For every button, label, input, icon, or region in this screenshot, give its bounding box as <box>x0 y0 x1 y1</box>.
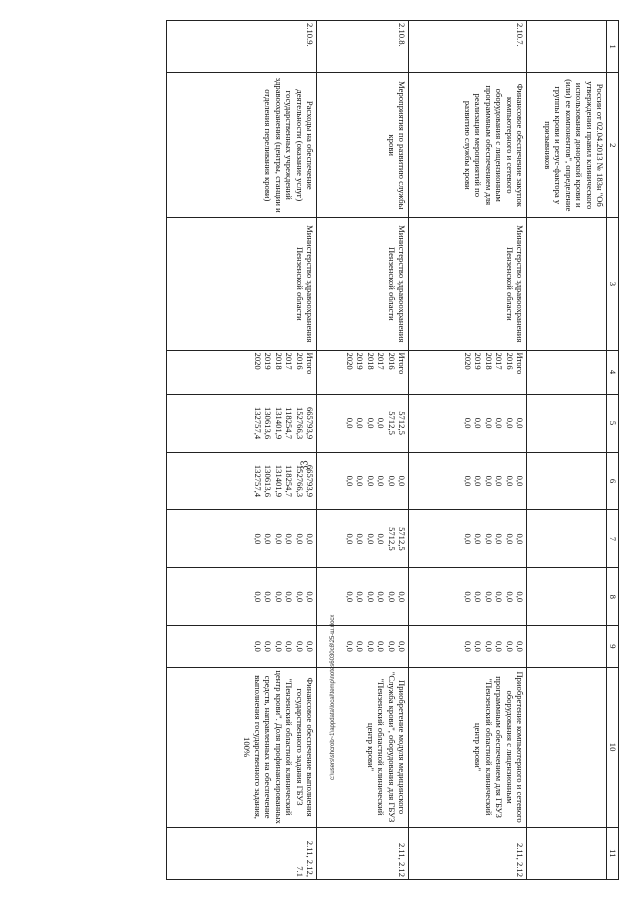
col-header: 4 <box>607 350 619 394</box>
table-row <box>409 21 527 880</box>
values-col7: 0,0 0,0 0,0 0,0 0,0 0,0 <box>409 510 527 568</box>
program-table <box>166 20 619 880</box>
col-header: 1 <box>607 21 619 73</box>
col-header: 10 <box>607 667 619 827</box>
years-cell: Итого 2016 2017 2018 2019 2020 <box>409 350 527 394</box>
indicator-links: 2.11, 2.12 <box>409 827 527 879</box>
row-number: 2.10.8. <box>317 21 409 73</box>
file-path-footer: c:\users\shcrob~1\appdata\local\temp\notes6030c8\25-ш.docx <box>330 614 336 780</box>
values-col5: 0,0 0,0 0,0 0,0 0,0 0,0 <box>409 394 527 452</box>
values-col6: 0,0 0,0 0,0 0,0 0,0 0,0 <box>409 452 527 510</box>
col-header: 8 <box>607 568 619 626</box>
col-header: 9 <box>607 626 619 667</box>
values-col7: 5712,5 5712,5 0,0 0,0 0,0 0,0 <box>317 510 409 568</box>
executor: Министерство здравоохранения Пензенской области <box>167 218 317 350</box>
values-col9: 0,0 0,0 0,0 0,0 0,0 0,0 <box>317 626 409 667</box>
measure-name: Финансовое обеспечение закупок компьютерного и сетевого оборудования с лицензионным программным обеспечением для реализации мероприятий по развитию службы крови <box>409 73 527 218</box>
years-cell: Итого 2016 2017 2018 2019 2020 <box>167 350 317 394</box>
row-number: 2.10.7. <box>409 21 527 73</box>
values-col9: 0,0 0,0 0,0 0,0 0,0 0,0 <box>167 626 317 667</box>
col-header: 7 <box>607 510 619 568</box>
continued-text: России от 02.04.2013 № 183н "Об утверждении правил клинического использования донорской крови и (или) ее компонентов", определение группы крови и резус-фактора у призывников <box>527 73 607 218</box>
executor: Министерство здравоохранения Пензенской области <box>317 218 409 350</box>
values-col5: 5712,5 5712,5 0,0 0,0 0,0 0,0 <box>317 394 409 452</box>
indicator-links: 2.11, 2.12, 7.1 <box>167 827 317 879</box>
values-col8: 0,0 0,0 0,0 0,0 0,0 0,0 <box>167 568 317 626</box>
header-row <box>607 21 619 880</box>
rotated-table-page <box>61 20 619 880</box>
table-row <box>317 21 409 880</box>
executor: Министерство здравоохранения Пензенской области <box>409 218 527 350</box>
row-number: 2.10.9. <box>167 21 317 73</box>
measure-name: Мероприятия по развитию службы крови <box>317 73 409 218</box>
expected-result: Финансовое обеспечение выполнения государственного задания ГБУЗ "Пензенский областной клинический центр крови". Доля профинансированных средств, направленных на обеспечение выполнения государственного задания, 100% <box>167 667 317 827</box>
measure-name: Расходы на обеспечение деятельности (оказание услуг) государственных учреждений здравоохранения (центры, станции и отделения переливания крови) <box>167 73 317 218</box>
col-header: 11 <box>607 827 619 879</box>
years-cell: Итого 2016 2017 2018 2019 2020 <box>317 350 409 394</box>
col-header: 6 <box>607 452 619 510</box>
values-col6: 0,0 0,0 0,0 0,0 0,0 0,0 <box>317 452 409 510</box>
values-col8: 0,0 0,0 0,0 0,0 0,0 0,0 <box>409 568 527 626</box>
col-header: 3 <box>607 218 619 350</box>
page-number: 33 <box>299 460 311 471</box>
expected-result: Приобретение компьютерного и сетевого оборудования с лицензионным программным обеспечением для ГБУЗ "Пензенский областной клинический центр крови" <box>409 667 527 827</box>
table-row <box>167 21 317 880</box>
values-col6: 665793,9 152766,3 118254,7 131401,9 130613,6 132757,4 <box>167 452 317 510</box>
values-col9: 0,0 0,0 0,0 0,0 0,0 0,0 <box>409 626 527 667</box>
indicator-links: 2.11, 2.12 <box>317 827 409 879</box>
table-row-continued <box>527 21 607 880</box>
col-header: 2 <box>607 73 619 218</box>
values-col8: 0,0 0,0 0,0 0,0 0,0 0,0 <box>317 568 409 626</box>
values-col7: 0,0 0,0 0,0 0,0 0,0 0,0 <box>167 510 317 568</box>
values-col5: 665793,9 152766,3 118254,7 131401,9 130613,6 132757,4 <box>167 394 317 452</box>
expected-result: Приобретение модуля медицинского "Служба крови", оборудования для ГБУЗ "Пензенский областной клинический центр крови" <box>317 667 409 827</box>
col-header: 5 <box>607 394 619 452</box>
